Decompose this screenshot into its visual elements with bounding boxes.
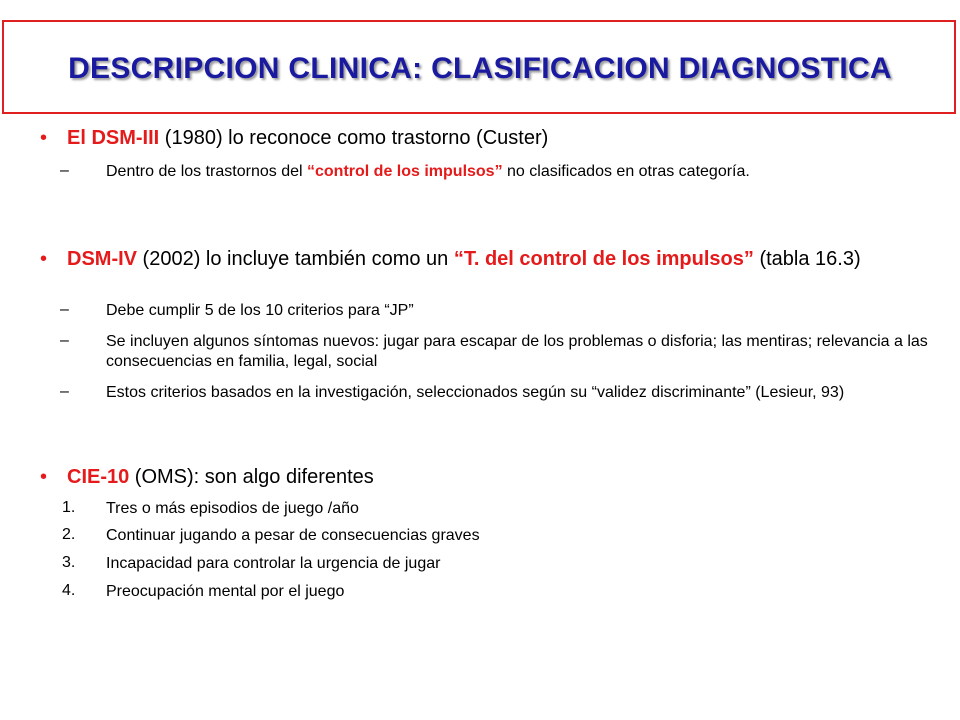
term-dsm3: El DSM-III [67, 127, 160, 149]
dash-marker: – [60, 383, 69, 400]
item-number: 2. [62, 526, 76, 543]
bullet-marker: • [40, 127, 48, 149]
cie10-item: Continuar jugando a pesar de consecuencias graves [106, 527, 480, 544]
bullet-marker: • [40, 466, 48, 488]
sub-dsm4-3: Estos criterios basados en la investigación, seleccionados según su “validez discriminante” (Lesieur, 93) [106, 384, 845, 401]
term-cie10: CIE-10 [67, 466, 130, 488]
item-number: 3. [62, 554, 76, 571]
sub-dsm4-2: Se incluyen algunos síntomas nuevos: jugar para escapar de los problemas o disforia; las mentiras; relevancia a las consecuencias en familia, legal, social [106, 333, 928, 370]
cie10-item: Preocupación mental por el juego [106, 583, 345, 600]
dash-marker: – [60, 301, 69, 318]
term-dsm4: DSM-IV [67, 248, 137, 270]
bullet-dsm3-text: (1980) lo reconoce como trastorno (Custer) [159, 127, 549, 149]
cie10-item: Tres o más episodios de juego /año [106, 500, 359, 517]
sub-dsm3-1: Dentro de los trastornos del “control de los impulsos” no clasificados en otras categoría. [106, 163, 750, 180]
em-control-impulsos: “control de los impulsos” [307, 163, 503, 180]
bullet-marker: • [40, 248, 48, 270]
em-t-control: “T. del control de los impulsos” [453, 248, 754, 270]
item-number: 4. [62, 582, 76, 599]
bullet-dsm3 [67, 126, 937, 150]
slide-title: DESCRIPCION CLINICA: CLASIFICACION DIAGNOSTICA [68, 52, 892, 85]
dash-marker: – [60, 162, 69, 179]
cie10-item: Incapacidad para controlar la urgencia de jugar [106, 555, 441, 572]
sub-dsm4-1: Debe cumplir 5 de los 10 criterios para “JP” [106, 302, 414, 319]
item-number: 1. [62, 499, 76, 516]
bullet-dsm4: DSM-IV (2002) lo incluye también como un “T. del control de los impulsos” (tabla 16.3) [67, 248, 861, 270]
bullet-cie10: CIE-10 (OMS): son algo diferentes [67, 466, 374, 488]
dash-marker: – [60, 332, 69, 349]
